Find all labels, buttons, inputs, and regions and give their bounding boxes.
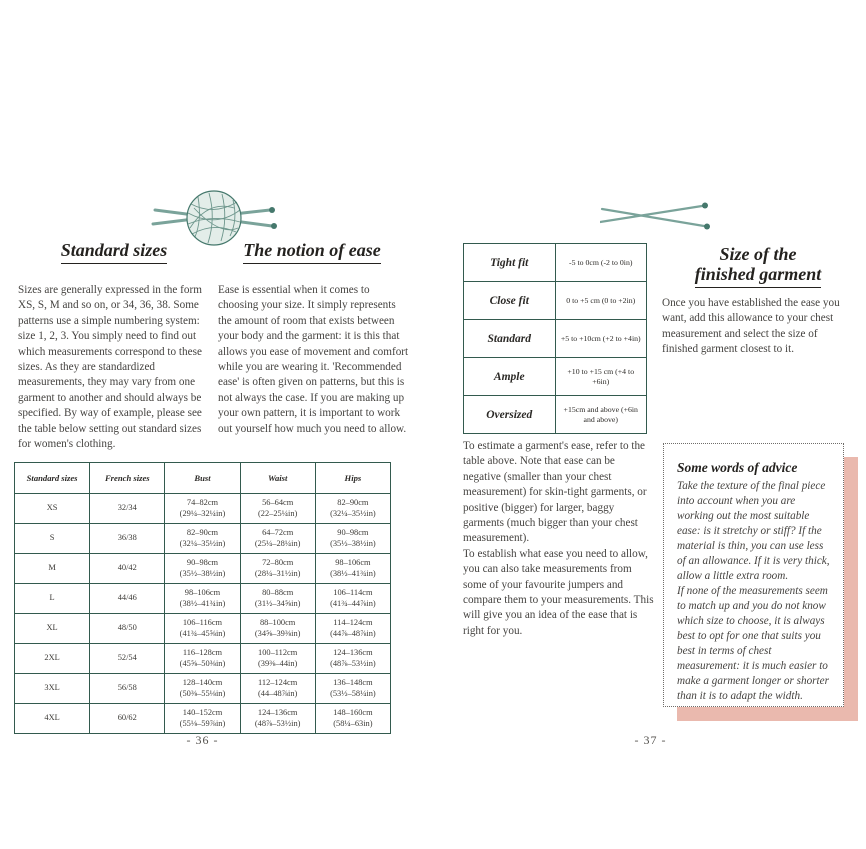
section-heading-finished-garment	[660, 244, 856, 288]
fit-name: Ample	[464, 358, 556, 396]
table-row	[15, 614, 391, 644]
section-heading-notion-of-ease	[216, 240, 408, 264]
cm-line: 124–136cm	[333, 648, 373, 657]
cell-hips	[315, 674, 390, 704]
heading-text: The notion of ease	[243, 240, 381, 264]
cell-french: 56/58	[90, 674, 165, 704]
advice-box	[663, 443, 844, 707]
cell-waist	[240, 584, 315, 614]
col-header-french-sizes: French sizes	[90, 463, 165, 494]
paragraph: To establish what ease you need to allow, you can also take measurements from some of your favourite jumpers and compare them to your measurements. This will give you an idea of the ease that is right for you.	[463, 547, 654, 637]
in-line: (29¼–32¼in)	[179, 508, 226, 518]
cm-line: 88–100cm	[259, 618, 296, 627]
cell-french: 32/34	[90, 494, 165, 524]
in-line: (50⅜–55⅛in)	[179, 688, 226, 698]
cell-french: 48/50	[90, 614, 165, 644]
heading-text: Standard sizes	[61, 240, 168, 264]
cm-line: 124–136cm	[257, 708, 298, 717]
cell-bust	[165, 554, 240, 584]
fit-value: +5 to +10cm (+2 to +4in)	[555, 320, 647, 358]
cm-line: 74–82cm	[186, 498, 219, 507]
cell-size: 2XL	[15, 644, 90, 674]
table-header-row	[15, 463, 391, 494]
col-header-waist: Waist	[240, 463, 315, 494]
advice-box-text	[677, 479, 830, 704]
cm-line: 136–148cm	[333, 678, 373, 687]
cell-size: M	[15, 554, 90, 584]
cell-french: 44/46	[90, 584, 165, 614]
notion-of-ease-paragraph	[218, 283, 409, 437]
table-row	[15, 704, 391, 734]
paragraph: If none of the measurements seem to match up and you do not know which size to choose, it is always best to opt for one that suits you best in terms of chest measurement: it is much easier to make a garment longer or shorter than it is to adapt the width.	[677, 585, 829, 702]
in-line: (25¼–28¼in)	[254, 538, 301, 548]
advice-box-title: Some words of advice	[677, 460, 798, 475]
in-line: (58¼–63in)	[333, 718, 373, 728]
cm-line: 64–72cm	[262, 528, 294, 537]
table-row	[464, 320, 647, 358]
cm-line: 82–90cm	[186, 528, 219, 537]
in-line: (41¾–45⅝in)	[179, 628, 226, 638]
cell-bust	[165, 584, 240, 614]
cell-hips	[315, 584, 390, 614]
cm-line: 72–80cm	[262, 558, 294, 567]
cell-hips	[315, 554, 390, 584]
in-line: (28¼–31½in)	[254, 568, 301, 578]
fit-value: +10 to +15 cm (+4 to +6in)	[555, 358, 647, 396]
paragraph: Sizes are generally expressed in the form XS, S, M and so on, or 34, 36, 38. Some patterns use a simple numbering system: size 1, 2, 3. You simply need to find out which measurements correspond to these sizes. As they are standardized measurements, they may vary from one garment to another and should always be specified. By way of example, please see the table below setting out standard sizes for women's clothing.	[18, 284, 202, 451]
cell-waist	[240, 674, 315, 704]
ease-table	[463, 243, 647, 434]
in-line: (35½–38½in)	[179, 568, 226, 578]
cm-line: 90–98cm	[337, 528, 369, 537]
table-row	[464, 358, 647, 396]
standard-sizes-paragraph	[18, 283, 211, 452]
cm-line: 90–98cm	[186, 558, 219, 567]
cell-bust	[165, 494, 240, 524]
cm-line: 100–112cm	[258, 648, 298, 657]
cm-line: 140–152cm	[182, 708, 223, 717]
cell-waist	[240, 644, 315, 674]
in-line: (35½–38½in)	[330, 538, 376, 548]
in-line: (45⅝–50⅜in)	[179, 658, 226, 668]
in-line: (48⅞–53½in)	[254, 718, 301, 728]
table-row	[15, 674, 391, 704]
in-line: (32¼–35½in)	[330, 508, 376, 518]
table-row	[464, 282, 647, 320]
cell-bust	[165, 674, 240, 704]
finished-garment-paragraph	[662, 296, 854, 358]
col-header-bust: Bust	[165, 463, 240, 494]
cell-bust	[165, 524, 240, 554]
in-line: (22–25¼in)	[258, 508, 298, 518]
cell-hips	[315, 644, 390, 674]
in-line: (31½–34⅝in)	[254, 598, 301, 608]
standard-sizes-table	[14, 462, 391, 734]
cell-french: 40/42	[90, 554, 165, 584]
cm-line: 98–106cm	[184, 588, 221, 597]
cm-line: 106–114cm	[333, 588, 373, 597]
page-number-left: - 36 -	[186, 733, 219, 747]
cm-line: 116–128cm	[182, 648, 223, 657]
fit-name: Close fit	[464, 282, 556, 320]
knitting-needles-icon	[600, 196, 715, 238]
in-line: (32¼–35½in)	[179, 538, 226, 548]
cm-line: 98–106cm	[335, 558, 371, 567]
in-line: (53½–58¼in)	[330, 688, 376, 698]
paragraph: To estimate a garment's ease, refer to the table above. Note that ease can be negative (smaller than your chest measurement) for skin-tight garments, or positive (bigger) for larger, baggy garments (much bigger than your chest measurement).	[463, 440, 647, 545]
cm-line: 148–160cm	[333, 708, 373, 717]
heading-line1: Size of the	[719, 244, 797, 264]
in-line: (41¾–44⅞in)	[330, 598, 376, 608]
cell-bust	[165, 704, 240, 734]
cm-line: 82–90cm	[337, 498, 369, 507]
col-header-standard-sizes: Standard sizes	[15, 463, 90, 494]
paragraph: Ease is essential when it comes to choosing your size. It simply represents the amount of room that exists between your body and the garment: it is this that allows you ease of movement and comfort while you are wearing it. 'Recommended ease' is often given on patterns, but this is not always the case. If you are making up your own pattern, it is important to work out yourself how much you need to allow.	[218, 284, 409, 435]
in-line: (55⅛–59⅞in)	[179, 718, 226, 728]
in-line: (34⅝–39⅜in)	[254, 628, 301, 638]
in-line: (48⅞–53½in)	[330, 658, 376, 668]
in-line: (44–48⅞in)	[258, 688, 298, 698]
paragraph: Once you have established the ease you want, add this allowance to your chest measurement and select the size of finished garment closest to it.	[662, 297, 840, 356]
cell-waist	[240, 524, 315, 554]
table-row	[15, 644, 391, 674]
cell-waist	[240, 494, 315, 524]
cell-bust	[165, 614, 240, 644]
cell-size: XL	[15, 614, 90, 644]
cell-size: L	[15, 584, 90, 614]
cell-hips	[315, 704, 390, 734]
cell-hips	[315, 524, 390, 554]
section-heading-standard-sizes	[18, 240, 210, 264]
in-line: (38½–41¾in)	[179, 598, 226, 608]
table-row	[464, 244, 647, 282]
in-line: (39⅜–44in)	[258, 658, 298, 668]
table-row	[15, 554, 391, 584]
col-header-hips: Hips	[315, 463, 390, 494]
cm-line: 106–116cm	[182, 618, 223, 627]
cm-line: 128–140cm	[182, 678, 223, 687]
fit-name: Tight fit	[464, 244, 556, 282]
cm-line: 80–88cm	[262, 588, 294, 597]
fit-name: Oversized	[464, 396, 556, 434]
fit-name: Standard	[464, 320, 556, 358]
page-number-right: - 37 -	[634, 733, 667, 747]
cell-hips	[315, 494, 390, 524]
table-row	[15, 584, 391, 614]
cell-waist	[240, 614, 315, 644]
cell-hips	[315, 614, 390, 644]
paragraph: Take the texture of the final piece into account when you are working out the most suitable ease: is it stretchy or stiff? If the material is thin, you can use less of an allowance. If it is very thick, allow a little extra room.	[677, 480, 830, 582]
cell-bust	[165, 644, 240, 674]
cell-size: XS	[15, 494, 90, 524]
heading-line2: finished garment	[695, 264, 822, 288]
table-row	[15, 524, 391, 554]
cell-french: 36/38	[90, 524, 165, 554]
cell-waist	[240, 704, 315, 734]
in-line: (38½–41¾in)	[330, 568, 376, 578]
cell-waist	[240, 554, 315, 584]
table-row	[464, 396, 647, 434]
cell-size: 4XL	[15, 704, 90, 734]
cell-size: 3XL	[15, 674, 90, 704]
estimate-ease-paragraphs	[463, 439, 655, 639]
fit-value: -5 to 0cm (-2 to 0in)	[555, 244, 647, 282]
fit-value: 0 to +5 cm (0 to +2in)	[555, 282, 647, 320]
cell-french: 52/54	[90, 644, 165, 674]
cm-line: 114–124cm	[333, 618, 373, 627]
cell-size: S	[15, 524, 90, 554]
table-row	[15, 494, 391, 524]
cell-french: 60/62	[90, 704, 165, 734]
cm-line: 112–124cm	[258, 678, 298, 687]
fit-value: +15cm and above (+6in and above)	[555, 396, 647, 434]
in-line: (44⅞–48⅞in)	[330, 628, 376, 638]
cm-line: 56–64cm	[262, 498, 294, 507]
